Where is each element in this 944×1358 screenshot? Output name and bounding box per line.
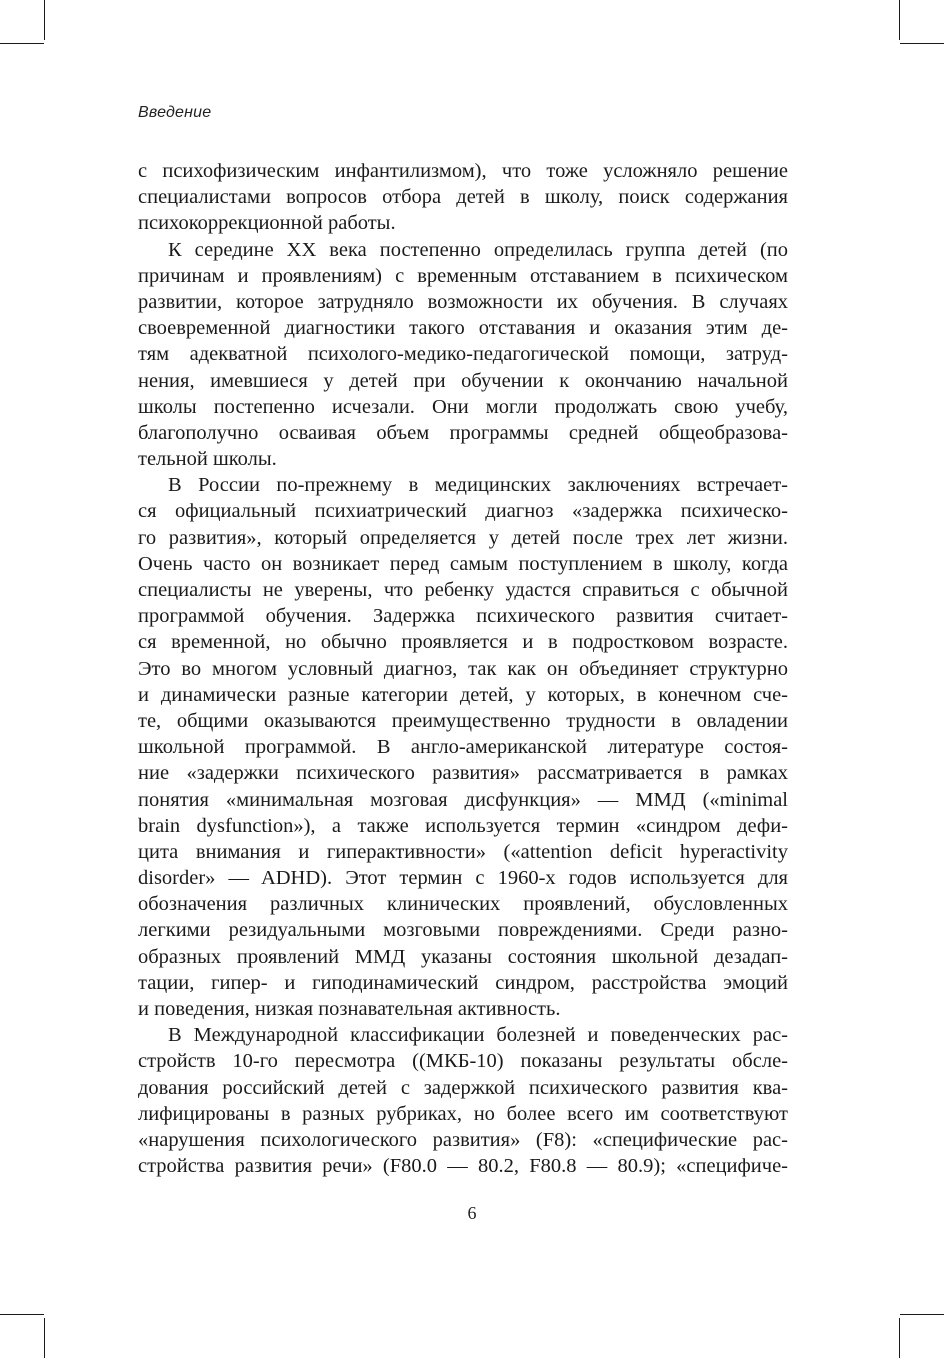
text-line: disorder» — ADHD). Этот термин с 1960-х годов используется для bbox=[138, 867, 788, 890]
body-text bbox=[138, 158, 788, 1179]
text-line: с психофизическим инфантилизмом), что тоже усложняло решение bbox=[138, 160, 788, 182]
text-line: программой обучения. Задержка психического развития считает- bbox=[138, 605, 788, 628]
text-line: цита внимания и гиперактивности» («attention deficit hyperactivity bbox=[138, 840, 788, 863]
text-line: своевременной диагностики такого отставания и оказания этим де- bbox=[138, 317, 788, 340]
crop-mark-top-right-vertical bbox=[899, 0, 900, 40]
text-line: благополучно осваивая объем программы средней общеобразова- bbox=[138, 421, 788, 444]
text-line: и поведения, низкая познавательная активность. bbox=[138, 998, 561, 1020]
text-line: тации, гипер- и гиподинамический синдром, расстройства эмоций bbox=[138, 971, 788, 994]
text-line: дования российский детей с задержкой психического развития ква- bbox=[138, 1076, 788, 1099]
crop-mark-bottom-right-vertical bbox=[899, 1318, 900, 1358]
crop-mark-bottom-right-horizontal bbox=[900, 1314, 944, 1315]
running-head: Введение bbox=[138, 104, 212, 121]
text-line: ся официальный психиатрический диагноз «задержка психическо- bbox=[138, 500, 788, 523]
text-line: школы постепенно исчезали. Они могли продолжать свою учебу, bbox=[138, 395, 788, 418]
paragraph bbox=[138, 158, 788, 237]
text-line: В Международной классификации болезней и поведенческих рас- bbox=[168, 1024, 788, 1047]
text-line: и динамически разные категории детей, у которых, в конечном сче- bbox=[138, 683, 788, 706]
crop-mark-top-left-horizontal bbox=[0, 43, 44, 44]
text-line: причинам и проявлениям) с временным отставанием в психическом bbox=[138, 264, 788, 287]
crop-mark-bottom-left-horizontal bbox=[0, 1314, 44, 1315]
text-line: нения, имевшиеся у детей при обучении к окончанию начальной bbox=[138, 369, 788, 392]
page-number: 6 bbox=[467, 1203, 477, 1223]
text-line: стройств 10-го пересмотра ((МКБ-10) показаны результаты обсле- bbox=[138, 1050, 788, 1073]
crop-mark-top-left-vertical bbox=[44, 0, 45, 40]
paragraph bbox=[138, 472, 788, 1022]
text-line: Это во многом условный диагноз, так как он объединяет структурно bbox=[138, 657, 788, 680]
text-line: понятия «минимальная мозговая дисфункция» — ММД («minimal bbox=[138, 788, 788, 811]
paragraph bbox=[138, 237, 788, 473]
text-line: К середине XX века постепенно определилась группа детей (по bbox=[168, 238, 788, 261]
text-line: школьной программой. В англо-американской литературе состоя- bbox=[138, 736, 788, 759]
text-line: ся временной, но обычно проявляется и в подростковом возрасте. bbox=[138, 631, 788, 654]
text-line: легкими резидуальными мозговыми повреждениями. Среди разно- bbox=[138, 919, 788, 942]
crop-mark-bottom-left-vertical bbox=[44, 1318, 45, 1358]
text-line: психокоррекционной работы. bbox=[138, 212, 396, 235]
text-line: «нарушения психологического развития» (F8): «специфические рас- bbox=[138, 1128, 788, 1151]
text-line: специалистами вопросов отбора детей в школу, поиск содержания bbox=[138, 186, 788, 209]
text-line: В России по-прежнему в медицинских заключениях встречает- bbox=[168, 474, 788, 497]
text-line: го развития», который определяется у детей после трех лет жизни. bbox=[138, 526, 788, 549]
text-line: тельной школы. bbox=[138, 448, 277, 471]
text-line: специалисты не уверены, что ребенку удастся справиться с обычной bbox=[138, 579, 788, 601]
text-line: тям адекватной психолого-медико-педагогической помощи, затруд- bbox=[138, 343, 788, 366]
paragraph bbox=[138, 1022, 788, 1179]
text-line: обозначения различных клинических проявлений, обусловленных bbox=[138, 893, 788, 916]
text-line: образных проявлений ММД указаны состояния школьной дезадап- bbox=[138, 945, 788, 968]
text-line: brain dysfunction»), а также используется термин «синдром дефи- bbox=[138, 814, 788, 837]
crop-mark-top-right-horizontal bbox=[900, 43, 944, 44]
text-line: лифицированы в разных рубриках, но более всего им соответствуют bbox=[138, 1102, 788, 1125]
text-line: ние «задержки психического развития» рассматривается в рамках bbox=[138, 762, 788, 785]
text-line: те, общими оказываются преимущественно трудности в овладении bbox=[138, 709, 788, 732]
text-line: развитии, которое затрудняло возможности их обучения. В случаях bbox=[138, 290, 788, 313]
text-line: стройства развития речи» (F80.0 — 80.2, F80.8 — 80.9); «специфиче- bbox=[138, 1155, 788, 1178]
text-line: Очень часто он возникает перед самым поступлением в школу, когда bbox=[138, 552, 788, 575]
